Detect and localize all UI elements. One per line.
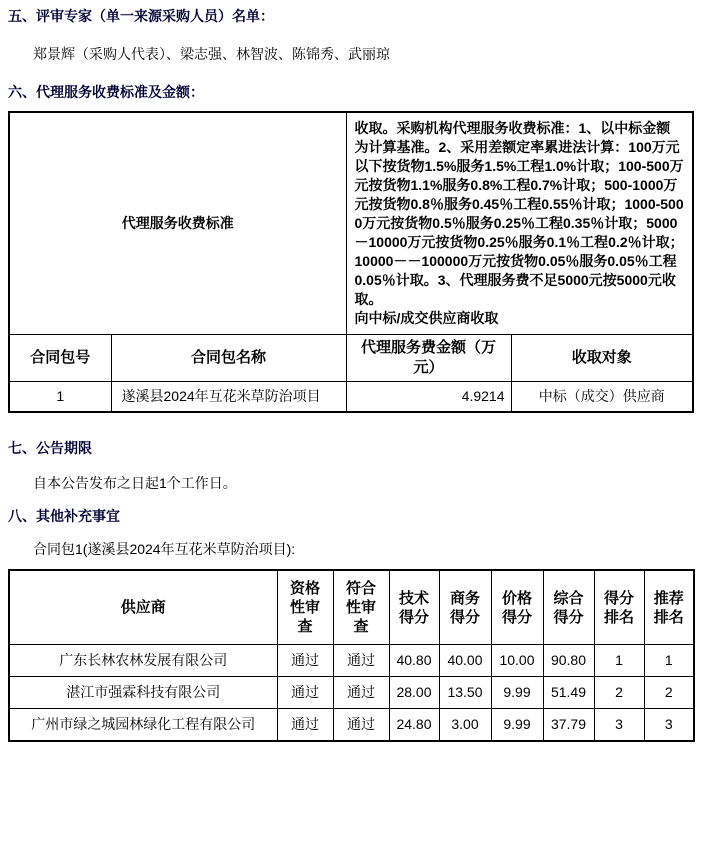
th-score-rank: 得分排名	[594, 570, 644, 645]
supplier-name-cell: 广州市绿之城园林绿化工程有限公司	[9, 709, 277, 742]
business-score-cell: 40.00	[439, 645, 491, 677]
technical-score-cell: 40.80	[389, 645, 439, 677]
technical-score-cell: 28.00	[389, 677, 439, 709]
th-fee-amount: 代理服务费金额（万元）	[346, 335, 511, 382]
supplier-name-cell: 广东长林农林发展有限公司	[9, 645, 277, 677]
business-score-cell: 13.50	[439, 677, 491, 709]
price-score-cell: 9.99	[491, 677, 543, 709]
th-qualification-review: 资格性审查	[277, 570, 333, 645]
recommend-rank-cell: 1	[644, 645, 694, 677]
technical-score-cell: 24.80	[389, 709, 439, 742]
qualification-cell: 通过	[277, 709, 333, 742]
score-rank-cell: 1	[594, 645, 644, 677]
th-overall-score: 综合得分	[543, 570, 594, 645]
conformity-cell: 通过	[333, 677, 389, 709]
recommend-rank-cell: 3	[644, 709, 694, 742]
qualification-cell: 通过	[277, 677, 333, 709]
overall-score-cell: 37.79	[543, 709, 594, 742]
supplier-name-cell: 湛江市强霖科技有限公司	[9, 677, 277, 709]
th-supplier: 供应商	[9, 570, 277, 645]
th-technical-score: 技术得分	[389, 570, 439, 645]
contract-package-label: 合同包1(遂溪县2024年互花米草防治项目):	[33, 541, 296, 557]
conformity-cell: 通过	[333, 645, 389, 677]
th-package-name: 合同包名称	[111, 335, 346, 382]
package-name-cell: 遂溪县2024年互花米草防治项目	[111, 382, 346, 413]
conformity-cell: 通过	[333, 709, 389, 742]
overall-score-cell: 51.49	[543, 677, 594, 709]
th-fee-target: 收取对象	[511, 335, 693, 382]
fee-table-header-row	[9, 335, 693, 382]
fee-collect-from: 向中标/成交供应商收取	[354, 310, 499, 326]
score-rank-cell: 2	[594, 677, 644, 709]
section8-heading: 八、其他补充事宜	[8, 508, 120, 524]
fee-standard-paragraph: 收取。采购机构代理服务收费标准：1、以中标金额为计算基准。2、采用差额定率累进法计算：100万元以下按货物1.5%服务1.5%工程1.0%计取；100-500万元按货物1.1%服务0.8%工程0.7%计取；500-1000万元按货物0.8％服务0.45％工程0.55％计取；1000-5000万元按货物0.5％服务0.25％工程0.35％计取；5000－10000万元按货物0.25％服务0.1％工程0.2％计取；10000－－100000万元按货物0.05％服务0.05％工程0.05％计取。3、代理服务费不足5000元按5000元收取。	[354, 120, 684, 307]
price-score-cell: 9.99	[491, 709, 543, 742]
qualification-cell: 通过	[277, 645, 333, 677]
package-no-cell: 1	[9, 382, 111, 413]
score-table-header-row	[9, 570, 694, 645]
th-recommend-rank: 推荐排名	[644, 570, 694, 645]
price-score-cell: 10.00	[491, 645, 543, 677]
fee-standard-label: 代理服务收费标准	[9, 112, 346, 335]
fee-table-data-row	[9, 382, 693, 413]
score-table-row	[9, 709, 694, 742]
business-score-cell: 3.00	[439, 709, 491, 742]
score-table	[8, 569, 695, 742]
fee-target-cell: 中标（成交）供应商	[511, 382, 693, 413]
th-package-no: 合同包号	[9, 335, 111, 382]
fee-standard-text	[346, 112, 693, 335]
score-table-row	[9, 645, 694, 677]
th-price-score: 价格得分	[491, 570, 543, 645]
section6-heading: 六、代理服务收费标准及金额：	[8, 84, 204, 100]
announcement-period: 自本公告发布之日起1个工作日。	[33, 475, 237, 491]
expert-list: 郑景辉（采购人代表）、梁志强、林智波、陈锦秀、武丽琼	[33, 46, 390, 62]
fee-standard-row	[9, 112, 693, 335]
score-rank-cell: 3	[594, 709, 644, 742]
score-table-row	[9, 677, 694, 709]
fee-amount-cell: 4.9214	[346, 382, 511, 413]
section5-heading: 五、评审专家（单一来源采购人员）名单：	[8, 8, 274, 24]
recommend-rank-cell: 2	[644, 677, 694, 709]
section7-heading: 七、公告期限	[8, 440, 92, 456]
overall-score-cell: 90.80	[543, 645, 594, 677]
th-business-score: 商务得分	[439, 570, 491, 645]
th-conformity-review: 符合性审查	[333, 570, 389, 645]
fee-table	[8, 111, 694, 413]
